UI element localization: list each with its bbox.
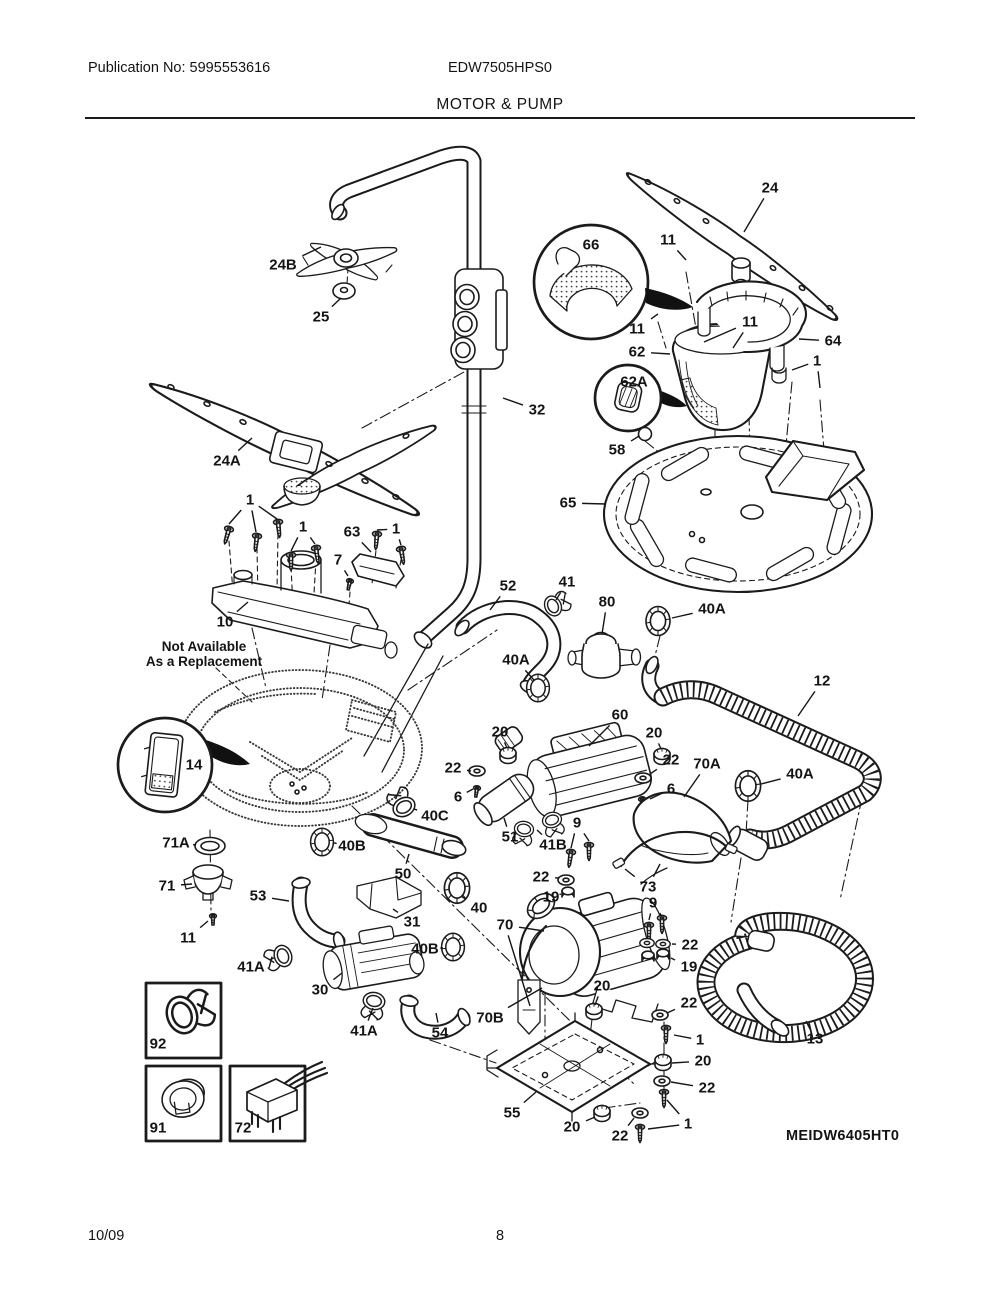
part-callout-71A: 71A: [162, 834, 190, 852]
not-available-note: [118, 639, 290, 669]
publication-number: Publication No: 5995553616: [88, 60, 271, 76]
part-callout-13: 13: [806, 1030, 824, 1048]
part-callout-22: 22: [681, 936, 699, 954]
part-callout-40: 40: [470, 899, 488, 917]
part-callout-20: 20: [694, 1052, 712, 1070]
part-callout-62A: 62A: [620, 373, 648, 391]
part-callout-32: 32: [528, 401, 546, 419]
part-callout-92: 92: [149, 1035, 167, 1053]
part-callout-72: 72: [234, 1119, 252, 1137]
part-callout-19: 19: [542, 888, 560, 906]
note-line-1: Not Available: [161, 639, 247, 654]
part-callout-41A: 41A: [237, 958, 265, 976]
part-callout-54: 54: [431, 1024, 449, 1042]
part-callout-1: 1: [812, 352, 822, 370]
seal-inset-circle: [595, 365, 661, 431]
part-callout-7: 7: [333, 551, 343, 569]
part-callout-22: 22: [532, 868, 550, 886]
inset-box-72: [230, 1062, 327, 1141]
base-plate: [487, 1010, 671, 1143]
part-callout-22: 22: [611, 1127, 629, 1145]
part-callout-24B: 24B: [269, 256, 297, 274]
part-callout-9: 9: [572, 814, 582, 832]
part-callout-20: 20: [593, 977, 611, 995]
main-pump-motor: [518, 880, 677, 1034]
part-callout-11: 11: [742, 313, 758, 331]
part-callout-40C: 40C: [421, 807, 449, 825]
drain-housing: [184, 838, 232, 926]
part-callout-1: 1: [298, 518, 308, 536]
footer-page-number: 8: [495, 1228, 505, 1244]
ball-58: [639, 428, 652, 441]
part-callout-55: 55: [503, 1104, 521, 1122]
part-callout-71: 71: [158, 877, 176, 895]
part-callout-52: 52: [499, 577, 517, 595]
part-callout-51: 51: [501, 828, 519, 846]
part-callout-40B: 40B: [338, 837, 366, 855]
part-callout-6: 6: [666, 780, 676, 798]
supply-manifold: [212, 519, 408, 658]
part-callout-11: 11: [660, 231, 676, 249]
footer-date: 10/09: [88, 1228, 125, 1244]
part-callout-66: 66: [582, 236, 600, 254]
part-callout-9: 9: [648, 894, 658, 912]
part-callout-25: 25: [312, 308, 330, 326]
part-callout-40A: 40A: [698, 600, 726, 618]
part-callout-12: 12: [813, 672, 831, 690]
part-callout-1: 1: [695, 1031, 705, 1049]
part-callout-41B: 41B: [539, 836, 567, 854]
sump-assembly: [178, 670, 422, 826]
door-inset-circle: [118, 718, 212, 812]
part-callout-63: 63: [343, 523, 361, 541]
part-callout-40A: 40A: [786, 765, 814, 783]
part-callout-11: 11: [629, 320, 645, 338]
part-callout-1: 1: [245, 491, 255, 509]
model-number: EDW7505HPS0: [448, 60, 552, 76]
note-line-2: As a Replacement: [145, 654, 263, 669]
check-valve-80: [568, 632, 641, 678]
part-callout-70B: 70B: [476, 1009, 504, 1027]
part-callout-24: 24: [761, 179, 779, 197]
part-callout-24A: 24A: [213, 452, 241, 470]
filter-inset-circle: [534, 225, 693, 339]
part-callout-64: 64: [824, 332, 842, 350]
part-callout-91: 91: [149, 1119, 167, 1137]
part-callout-41: 41: [558, 573, 576, 591]
part-callout-20: 20: [645, 724, 663, 742]
part-callout-20: 20: [491, 723, 509, 741]
part-callout-22: 22: [662, 751, 680, 769]
part-callout-19: 19: [680, 958, 698, 976]
part-callout-22: 22: [698, 1079, 716, 1097]
inset-box-91: [146, 1066, 221, 1141]
part-callout-60: 60: [611, 706, 629, 724]
part-callout-40A: 40A: [502, 651, 530, 669]
part-callout-65: 65: [559, 494, 577, 512]
filter-disc: [604, 436, 872, 592]
part-callout-80: 80: [598, 593, 616, 611]
part-callout-58: 58: [608, 441, 626, 459]
part-callout-41A: 41A: [350, 1022, 378, 1040]
part-callout-14: 14: [185, 756, 203, 774]
part-callout-22: 22: [680, 994, 698, 1012]
part-callout-6: 6: [453, 788, 463, 806]
part-callout-1: 1: [683, 1115, 693, 1133]
page-title: MOTOR & PUMP: [436, 96, 564, 113]
diagram-code: MEIDW6405HT0: [786, 1128, 900, 1144]
inset-box-92: [146, 983, 221, 1058]
spray-arm-upper: [294, 236, 398, 299]
coiled-hose: [706, 921, 865, 1039]
part-callout-10: 10: [216, 613, 234, 631]
sound-shield: [634, 793, 734, 863]
part-callout-73: 73: [639, 878, 657, 896]
part-callout-70A: 70A: [693, 755, 721, 773]
drain-pump-30: [318, 921, 426, 993]
part-callout-31: 31: [403, 913, 421, 931]
part-callout-62: 62: [628, 343, 646, 361]
spray-arm-lower: [147, 371, 440, 523]
part-callout-40B: 40B: [411, 940, 439, 958]
part-callout-30: 30: [311, 981, 329, 999]
part-callout-53: 53: [249, 887, 267, 905]
part-callout-1: 1: [391, 520, 401, 538]
part-callout-11: 11: [180, 929, 196, 947]
part-callout-22: 22: [444, 759, 462, 777]
part-callout-50: 50: [394, 865, 412, 883]
part-callout-70: 70: [496, 916, 514, 934]
part-callout-20: 20: [563, 1118, 581, 1136]
circulation-group: [262, 785, 472, 1032]
